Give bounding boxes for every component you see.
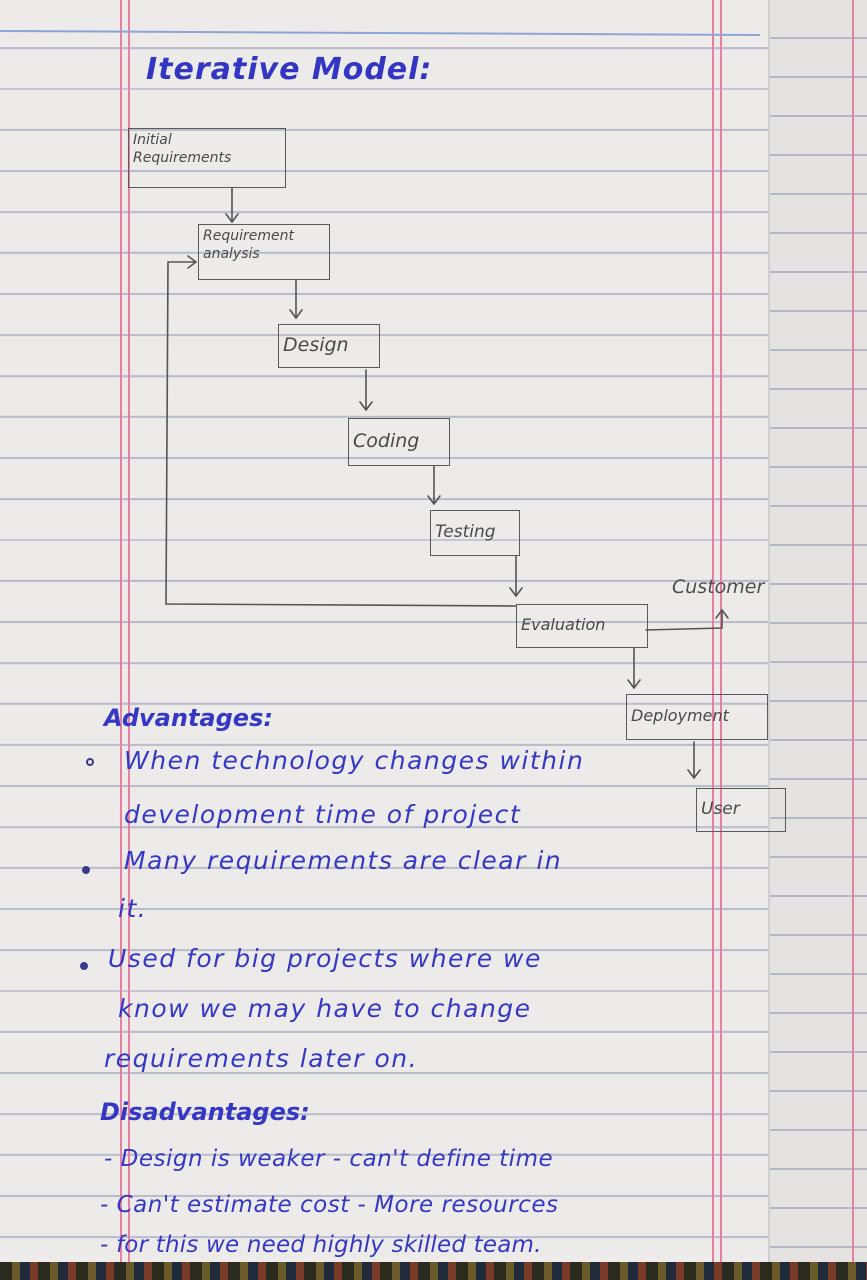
arrow-5 bbox=[510, 556, 522, 596]
coding-label: Coding bbox=[353, 430, 420, 452]
advantage-line-7: requirements later on. bbox=[104, 1044, 419, 1073]
page-title: Iterative Model: bbox=[146, 52, 433, 87]
testing-label: Testing bbox=[435, 522, 496, 542]
requirement-analysis-line-1: Requirement bbox=[203, 228, 294, 244]
arrow-1 bbox=[226, 188, 238, 222]
design-box bbox=[278, 324, 380, 368]
advantage-line-5: Used for big projects where we bbox=[108, 944, 542, 973]
arrow-user bbox=[688, 742, 700, 778]
arrow-3 bbox=[360, 370, 372, 410]
advantage-line-2: development time of project bbox=[124, 800, 522, 829]
initial-requirements-line-1: Initial bbox=[133, 132, 172, 148]
background-fabric bbox=[0, 1262, 867, 1280]
requirement-analysis-box bbox=[198, 224, 330, 280]
initial-requirements-box bbox=[128, 128, 286, 188]
evaluation-label: Evaluation bbox=[521, 615, 606, 634]
deployment-box bbox=[626, 694, 768, 740]
coding-box bbox=[348, 418, 450, 466]
advantage-line-6: know we may have to change bbox=[118, 994, 532, 1023]
bullet-2 bbox=[82, 866, 90, 874]
disadvantage-line-1: - Design is weaker - can't define time bbox=[104, 1146, 554, 1172]
disadvantage-line-3: - for this we need highly skilled team. bbox=[100, 1232, 542, 1258]
arrow-4 bbox=[428, 466, 440, 504]
advantage-line-4: it. bbox=[118, 894, 148, 923]
deployment-label: Deployment bbox=[631, 706, 729, 725]
arrow-deployment bbox=[628, 648, 640, 688]
initial-requirements-line-2: Requirements bbox=[133, 150, 232, 166]
arrow-customer bbox=[646, 610, 728, 630]
disadvantages-heading: Disadvantages: bbox=[100, 1098, 310, 1126]
disadvantage-line-2: - Can't estimate cost - More resources bbox=[100, 1192, 559, 1218]
requirement-analysis-line-2: analysis bbox=[203, 246, 260, 262]
advantages-heading: Advantages: bbox=[104, 704, 273, 732]
customer-label: Customer bbox=[672, 576, 765, 598]
bullet-3 bbox=[80, 962, 88, 970]
arrow-2 bbox=[290, 280, 302, 318]
design-label: Design bbox=[283, 334, 349, 356]
bullet-1 bbox=[86, 758, 94, 766]
advantage-line-3: Many requirements are clear in bbox=[124, 846, 563, 875]
user-label: User bbox=[701, 799, 740, 819]
testing-box bbox=[430, 510, 520, 556]
user-box bbox=[696, 788, 786, 832]
advantage-line-1: When technology changes within bbox=[124, 746, 585, 775]
evaluation-box bbox=[516, 604, 648, 648]
